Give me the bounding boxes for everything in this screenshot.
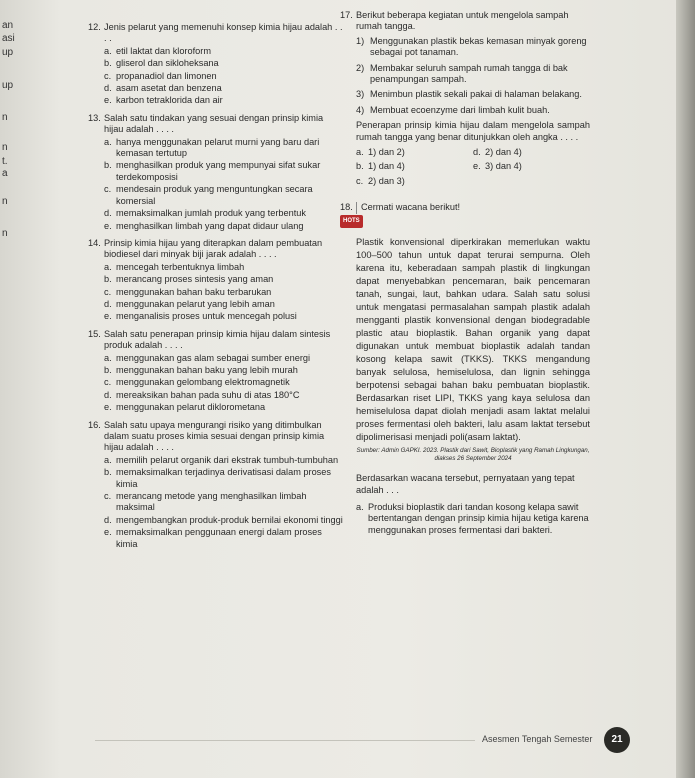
option-text: 1) dan 4) (368, 161, 405, 172)
answer-option[interactable] (356, 161, 473, 172)
list-item (356, 89, 590, 100)
question-16 (88, 420, 343, 550)
option-text: hanya menggunakan pelarut murni yang baru dari kemasan tertutup (116, 136, 320, 159)
list-item (356, 63, 590, 86)
page-number: 21 (604, 727, 630, 753)
answer-option[interactable] (473, 161, 590, 172)
question-17 (340, 10, 590, 188)
answer-option[interactable] (356, 502, 590, 536)
answer-options (356, 147, 590, 188)
option-text: menggunakan bahan baku terbarukan (116, 286, 272, 297)
list-item (356, 36, 590, 59)
option-text: mengembangkan produk-produk bernilai ekonomi tinggi (116, 514, 343, 525)
hots-badge: HOTS (340, 215, 363, 228)
answer-option[interactable] (104, 287, 343, 298)
question-text: Salah satu upaya mengurangi risiko yang ditimbulkan dalam suatu proses kimia sesuai dengan prinsip kimia hijau adalah . . . . (104, 419, 325, 453)
option-label: e. (104, 95, 112, 106)
answer-option[interactable] (104, 299, 343, 310)
option-text: etil laktat dan kloroform (116, 45, 211, 56)
option-text: memaksimalkan terjadinya derivatisasi dalam proses kimia (116, 467, 331, 489)
option-text: menggunakan gas alam sebagai sumber energi (116, 352, 311, 363)
question-13 (88, 113, 343, 232)
right-column (340, 10, 590, 542)
item-label: 3) (356, 89, 365, 100)
answer-option[interactable] (104, 262, 343, 273)
option-text: menggunakan pelarut yang lebih aman (116, 298, 275, 309)
option-text: merancang metode yang menghasilkan limbah maksimal (116, 491, 307, 513)
footer-rule (95, 740, 475, 741)
question-number: 17. (340, 10, 353, 20)
answer-option[interactable] (473, 147, 590, 158)
option-label: a. (104, 136, 112, 147)
option-text: memilih pelarut organik dari ekstrak tumbuh-tumbuhan (116, 454, 339, 465)
option-label: d. (104, 83, 112, 94)
item-text: Membuat ecoenzyme dari limbah kulit buah. (370, 104, 550, 115)
answer-option[interactable] (104, 160, 343, 183)
answer-option[interactable] (356, 147, 473, 158)
option-text: mencegah terbentuknya limbah (116, 261, 245, 272)
answer-option[interactable] (104, 467, 343, 490)
question-14 (88, 238, 343, 323)
item-text: Membakar seluruh sampah rumah tangga di bak penampungan sampah. (370, 62, 568, 85)
item-text: Menggunakan plastik bekas kemasan minyak goreng sebagai pot tanaman. (370, 35, 587, 58)
option-label: c. (104, 70, 112, 81)
stub-text: an (2, 20, 14, 31)
answer-option[interactable] (104, 311, 343, 322)
source-citation: Sumber: Admin GAPKI. 2023. Plastik dari Sawit, Bioplastik yang Ramah Lingkungan, diakses 26 September 2024 (356, 447, 590, 463)
option-label: a. (356, 501, 364, 512)
question-stem: Berdasarkan wacana tersebut, pernyataan yang tepat adalah . . . (356, 473, 575, 495)
option-label: c. (356, 175, 364, 186)
option-label: b. (356, 161, 364, 172)
option-text: 2) dan 3) (368, 175, 405, 186)
answer-option[interactable] (104, 515, 343, 526)
option-label: d. (104, 389, 112, 400)
option-text: 1) dan 2) (368, 147, 405, 158)
answer-option[interactable] (104, 455, 343, 466)
stub-text: n (2, 142, 8, 153)
option-text: menghasilkan limbah yang dapat didaur ulang (116, 220, 304, 231)
question-number: 15. (88, 328, 101, 339)
answer-option[interactable] (104, 527, 343, 550)
option-label: c. (104, 491, 112, 502)
question-text: Berikut beberapa kegiatan untuk mengelola sampah rumah tangga. (356, 10, 569, 32)
option-text: memaksimalkan jumlah produk yang terbentuk (116, 208, 306, 219)
question-number: 12. (88, 22, 101, 32)
footer-title: Asesmen Tengah Semester (482, 734, 593, 744)
question-instruction: Cermati wacana berikut! (356, 202, 590, 213)
stub-text: n (2, 196, 8, 207)
answer-option[interactable] (104, 95, 343, 106)
answer-option[interactable] (104, 274, 343, 285)
option-label: d. (473, 147, 481, 158)
question-number: 16. (88, 419, 101, 430)
question-text: Salah satu tindakan yang sesuai dengan prinsip kimia hijau adalah . . . . (104, 112, 324, 135)
page-edge (676, 0, 695, 778)
option-text: Produksi bioplastik dari tandan kosong kelapa sawit bertentangan dengan prinsip kimia hijau ketiga karena menggunakan proses fermentasi dari bakteri. (368, 501, 589, 535)
option-label: d. (104, 298, 112, 309)
answer-options (104, 137, 343, 232)
answer-option[interactable] (104, 71, 343, 82)
left-column (88, 22, 343, 556)
answer-options (356, 502, 590, 536)
stub-text: n (2, 228, 8, 239)
option-label: e. (104, 311, 112, 322)
option-label: a. (356, 147, 364, 158)
option-text: menggunakan pelarut diklorometana (116, 402, 266, 413)
option-label: a. (104, 261, 112, 272)
option-label: b. (104, 58, 112, 69)
item-text: Menimbun plastik sekali pakai di halaman belakang. (370, 89, 582, 100)
answer-option[interactable] (104, 58, 343, 69)
question-18 (340, 202, 590, 536)
question-12 (88, 22, 343, 107)
answer-option[interactable] (104, 208, 343, 219)
question-15 (88, 329, 343, 414)
stub-text: n (2, 112, 8, 123)
option-text: mereaksikan bahan pada suhu di atas 180°C (116, 389, 300, 400)
question-number: 13. (88, 112, 101, 123)
item-label: 4) (356, 104, 365, 115)
answer-option[interactable] (104, 221, 343, 232)
answer-options (104, 262, 343, 323)
answer-option[interactable] (104, 377, 343, 388)
option-text: 2) dan 4) (485, 147, 522, 158)
option-text: mendesain produk yang menguntungkan secara komersial (116, 184, 313, 206)
option-text: menganalisis proses untuk mencegah polusi (116, 311, 297, 322)
list-item (356, 105, 590, 116)
option-text: memaksimalkan penggunaan energi dalam proses kimia (116, 527, 322, 549)
stub-text: a (2, 168, 8, 179)
option-label: e. (473, 161, 481, 172)
option-text: gliserol dan sikloheksana (116, 58, 219, 69)
option-label: e. (104, 402, 112, 413)
option-label: e. (104, 527, 112, 538)
answer-option[interactable] (104, 390, 343, 401)
question-number: 18. (340, 202, 353, 213)
option-text: menggunakan bahan baku yang lebih murah (116, 364, 298, 375)
option-text: menghasilkan produk yang mempunyai sifat sukar terdekomposisi (116, 160, 321, 182)
option-label: d. (104, 208, 112, 219)
answer-options (104, 353, 343, 414)
option-label: a. (104, 45, 112, 56)
option-text: karbon tetraklorida dan air (116, 95, 223, 106)
stub-text: up (2, 47, 14, 58)
stub-text: up (2, 80, 14, 91)
item-label: 2) (356, 62, 365, 73)
answer-option[interactable] (104, 353, 343, 364)
answer-options (104, 455, 343, 550)
option-label: b. (104, 160, 112, 171)
option-text: 3) dan 4) (485, 161, 522, 172)
option-text: menggunakan gelombang elektromagnetik (116, 377, 290, 388)
option-label: b. (104, 467, 112, 478)
question-text: Salah satu penerapan prinsip kimia hijau dalam sintesis produk adalah . . . . (104, 328, 331, 351)
answer-option[interactable] (104, 137, 343, 160)
question-text: Prinsip kimia hijau yang diterapkan dalam pembuatan biodiesel dari minyak biji jarak adalah . . . . (104, 237, 323, 260)
answer-option[interactable] (104, 402, 343, 413)
answer-option[interactable] (356, 176, 473, 187)
question-number: 14. (88, 237, 101, 248)
item-label: 1) (356, 35, 365, 46)
option-label: a. (104, 352, 112, 363)
option-label: b. (104, 274, 112, 285)
option-label: b. (104, 364, 112, 375)
option-label: e. (104, 220, 112, 231)
option-label: c. (104, 286, 112, 297)
question-text: Jenis pelarut yang memenuhi konsep kimia hijau adalah . . . . (104, 22, 343, 44)
option-text: asam asetat dan benzena (116, 83, 222, 94)
stub-text: t. (2, 156, 8, 167)
answer-options (104, 46, 343, 107)
option-label: c. (104, 184, 112, 195)
stub-text: asi (2, 33, 15, 44)
option-label: a. (104, 454, 112, 465)
answer-option[interactable] (104, 184, 343, 207)
question-stem: Penerapan prinsip kimia hijau dalam mengelola sampah rumah tangga yang benar ditunjukkan oleh angka . . . . (356, 120, 590, 142)
answer-option[interactable] (104, 491, 343, 514)
reading-passage: Plastik konvensional diperkirakan memerlukan waktu 100–500 tahun untuk dapat terurai sempurna. Oleh karena itu, keberadaan sampah plastik di lingkungan dapat menyebabkan pencemaran, baik pencemaran tanah, sungai, laut, bahkan udara. Salah satu solusi untuk mengatasi permasalahan sampah plastik adalah mengganti plastik konvensional dengan biodegradable plastic atau bioplastik. Bahan organik yang dapat digunakan untuk membuat bioplastik adalah tandan kosong kelapa sawit (TKKS). TKKS mengandung banyak selulosa, hemiselulosa, dan lignin sehingga berpotensi sebagai bahan baku pembuatan bioplastik. Berdasarkan riset LIPI, TKKS yang kaya selulosa dan hemiselulosa dapat diolah menjadi asam laktat melalui proses fermentasi oleh bakteri, lalu asam laktat tersebut dipolimerisasi menjadi poli(asam laktat). (356, 237, 590, 443)
answer-option[interactable] (104, 46, 343, 57)
answer-option[interactable] (104, 83, 343, 94)
answer-option[interactable] (104, 365, 343, 376)
option-text: propanadiol dan limonen (116, 70, 217, 81)
option-label: d. (104, 514, 112, 525)
option-text: merancang proses sintesis yang aman (116, 274, 274, 285)
option-label: c. (104, 377, 112, 388)
